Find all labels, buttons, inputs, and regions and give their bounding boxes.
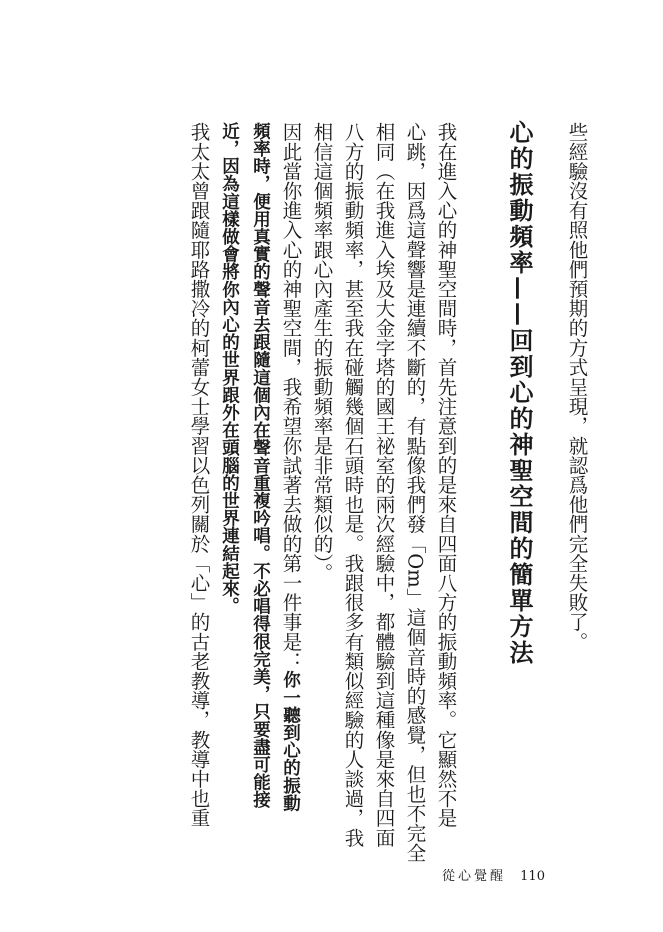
section-heading: 心的振動頻率——回到心的神聖空間的簡單方法 <box>505 120 534 666</box>
text-column-6: 相信這個頻率跟心內產生的振動頻率是非常類似的）。 <box>310 122 334 583</box>
text-column-10: 我太太曾跟隨耶路撒冷的柯蕾女士學習以色列關於「心」的古老教導，教導中也重 <box>187 122 211 828</box>
text-column-7 <box>281 122 301 812</box>
page-number: 110 <box>520 869 545 884</box>
book-title: 從心覺醒 <box>442 869 507 884</box>
text-column-9: 近，因為這樣做會將你內心的世界跟外在頭腦的世界連結起來。 <box>219 122 240 615</box>
text-column-2: 我在進入心的神聖空間時，首先注意到的是來自四面八方的振動頻率。它顯然不是 <box>434 122 458 828</box>
page-footer <box>442 865 545 884</box>
text-column-7-regular: 因此當你進入心的神聖空間，我希望你試著去做的第一件事是： <box>279 122 303 671</box>
text-column-3: 心跳，因爲這聲響是連續不斷的，有點像我們發「Om」這個音時的感覺，但也不完全 <box>403 122 427 863</box>
text-column-1: 些經驗沒有照他們預期的方式呈現，就認爲他們完全失敗了。 <box>565 122 589 652</box>
text-column-4: 相同（在我進入埃及大金字塔的國王祕室的兩次經驗中，都體驗到這種像是來自四面 <box>372 122 396 848</box>
text-column-5: 八方的振動頻率，甚至我在碰觸幾個石頭時也是。我跟很多有類似經驗的人談過，我 <box>341 122 365 848</box>
text-column-7-bold: 你一聽到心的振動 <box>280 670 301 812</box>
text-column-8: 頻率時，便用真實的聲音去跟隨這個內在聲音重複吟唱。不必唱得很完美，只要盡可能接 <box>250 122 271 809</box>
